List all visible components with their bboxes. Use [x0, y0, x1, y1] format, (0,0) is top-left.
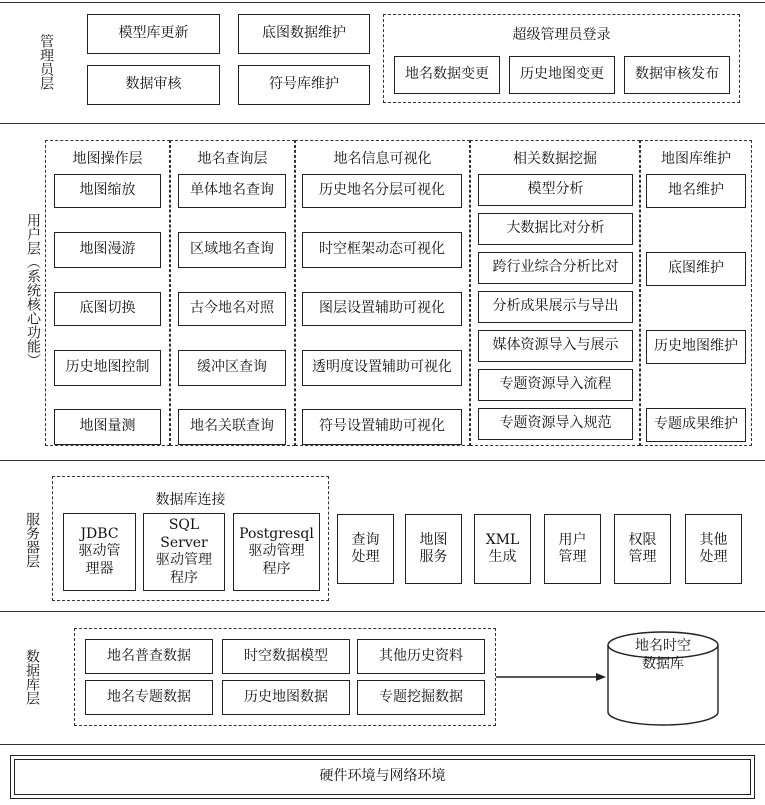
query-item: 古今地名对照	[178, 292, 286, 326]
data-source-item: 地名普查数据	[85, 639, 213, 674]
layer-label-database: 数据库层	[24, 649, 40, 705]
visualization-item: 历史地名分层可视化	[302, 174, 462, 208]
column-title: 相关数据挖掘	[513, 151, 597, 167]
database-store-label: 地名时空 数据库	[635, 638, 691, 673]
super-admin-item: 地名数据变更	[394, 56, 500, 94]
admin-item: 底图数据维护	[238, 14, 370, 54]
mining-item: 媒体资源导入与展示	[478, 330, 633, 362]
maintenance-item: 底图维护	[646, 252, 746, 286]
maintenance-item: 专题成果维护	[646, 408, 746, 442]
mining-item: 专题资源导入规范	[478, 408, 633, 440]
column-title: 地名查询层	[197, 151, 268, 167]
admin-item: 数据审核	[87, 65, 220, 105]
mining-item: 跨行业综合分析比对	[478, 252, 633, 284]
visualization-item: 时空框架动态可视化	[302, 232, 462, 268]
data-source-item: 其他历史资料	[357, 639, 485, 674]
data-source-item: 地名专题数据	[85, 680, 213, 715]
layer-label-user: 用户层（系统核心功能）	[25, 213, 41, 367]
column-title: 地图库维护	[661, 151, 731, 167]
super-admin-title: 超级管理员登录	[512, 27, 611, 43]
super-admin-item: 历史地图变更	[509, 56, 615, 94]
mining-item: 专题资源导入流程	[478, 369, 633, 401]
service-item: 地图 服务	[405, 514, 462, 584]
query-item: 缓冲区查询	[178, 350, 286, 386]
driver-box: Postgresql 驱动管理 程序	[233, 513, 320, 591]
mining-item: 大数据比对分析	[478, 213, 633, 245]
data-source-item: 时空数据模型	[222, 639, 350, 674]
footer-hardware-network: 硬件环境与网络环境	[14, 759, 751, 795]
service-item: 查询 处理	[337, 514, 394, 584]
column-title: 地图操作层	[72, 151, 143, 167]
map-op-item: 底图切换	[54, 292, 161, 326]
mining-item: 分析成果展示与导出	[478, 291, 633, 323]
service-item: 权限 管理	[614, 514, 671, 584]
layer-label-service: 服务器层	[24, 512, 40, 568]
admin-item: 符号库维护	[238, 65, 370, 105]
admin-item: 模型库更新	[87, 14, 220, 54]
service-item: 用户 管理	[544, 514, 601, 584]
query-item: 区域地名查询	[178, 232, 286, 268]
map-op-item: 地图漫游	[54, 232, 161, 268]
map-op-item: 地图缩放	[54, 174, 161, 208]
visualization-item: 图层设置辅助可视化	[302, 292, 462, 326]
driver-box: JDBC 驱动管 理器	[63, 513, 136, 591]
column-title: 地名信息可视化	[333, 151, 432, 167]
db-connection-title: 数据库连接	[155, 492, 226, 508]
maintenance-item: 地名维护	[646, 174, 746, 208]
data-source-item: 历史地图数据	[222, 680, 350, 715]
map-op-item: 历史地图控制	[54, 350, 161, 386]
visualization-item: 符号设置辅助可视化	[302, 409, 462, 445]
arrow-head	[596, 673, 606, 681]
driver-box: SQL Server 驱动管理 程序	[143, 513, 225, 591]
map-op-item: 地图量测	[54, 409, 161, 445]
mining-item: 模型分析	[478, 174, 633, 206]
service-item: 其他 处理	[685, 514, 742, 584]
data-source-item: 专题挖掘数据	[357, 680, 485, 715]
super-admin-item: 数据审核发布	[624, 56, 730, 94]
visualization-item: 透明度设置辅助可视化	[302, 350, 462, 386]
query-item: 地名关联查询	[178, 409, 286, 445]
maintenance-item: 历史地图维护	[646, 330, 746, 364]
service-item: XML 生成	[474, 514, 531, 584]
query-item: 单体地名查询	[178, 174, 286, 208]
layer-label-admin: 管理员层	[38, 34, 54, 90]
